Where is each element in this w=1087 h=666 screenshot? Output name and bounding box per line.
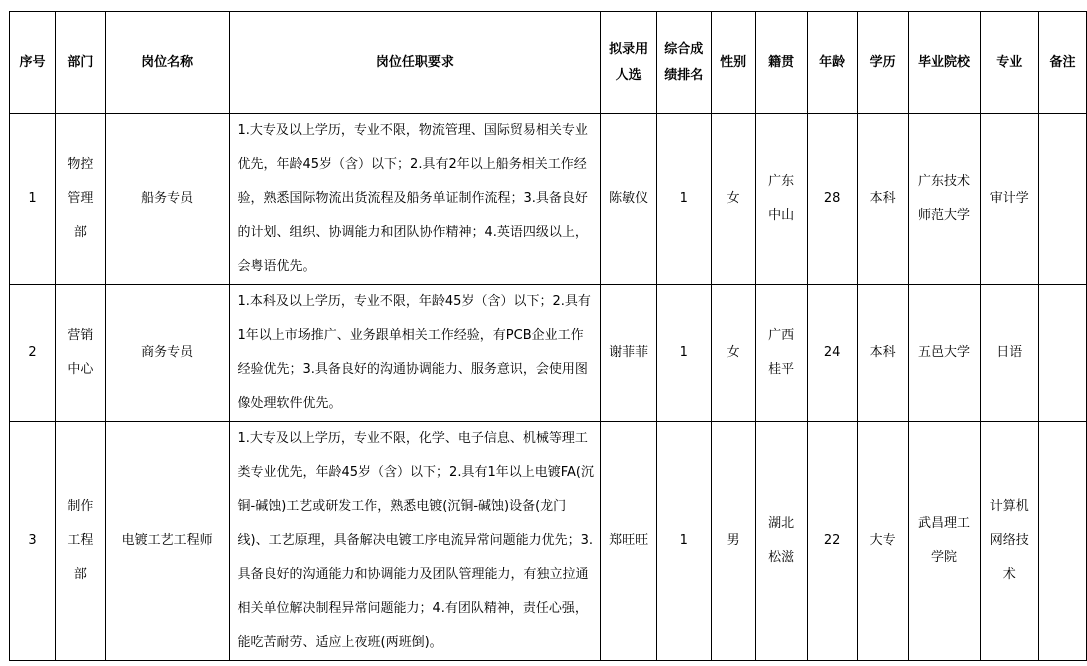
cell-major: 计算机网络技术 [980, 422, 1039, 661]
cell-origin: 广东中山 [755, 114, 807, 285]
cell-candidate: 谢菲菲 [601, 285, 657, 422]
cell-seq: 3 [10, 422, 56, 661]
cell-rank: 1 [657, 422, 712, 661]
cell-origin: 广西桂平 [755, 285, 807, 422]
cell-gender: 女 [711, 114, 755, 285]
cell-major: 审计学 [980, 114, 1039, 285]
header-rank: 综合成绩排名 [657, 12, 712, 114]
cell-dept: 物控管理部 [55, 114, 105, 285]
cell-gender: 女 [711, 285, 755, 422]
header-seq: 序号 [10, 12, 56, 114]
header-requirements: 岗位任职要求 [229, 12, 601, 114]
header-major: 专业 [980, 12, 1039, 114]
header-school: 毕业院校 [908, 12, 980, 114]
header-gender: 性别 [711, 12, 755, 114]
cell-origin: 湖北松滋 [755, 422, 807, 661]
recruitment-table-container [9, 11, 1087, 661]
cell-education: 大专 [857, 422, 908, 661]
header-dept: 部门 [55, 12, 105, 114]
header-position: 岗位名称 [105, 12, 229, 114]
table-row [10, 285, 1087, 422]
cell-candidate: 郑旺旺 [601, 422, 657, 661]
cell-position: 电镀工艺工程师 [105, 422, 229, 661]
recruitment-table [9, 11, 1087, 661]
cell-rank: 1 [657, 114, 712, 285]
cell-remark [1039, 114, 1087, 285]
cell-gender: 男 [711, 422, 755, 661]
cell-remark [1039, 285, 1087, 422]
cell-education: 本科 [857, 114, 908, 285]
header-origin: 籍贯 [755, 12, 807, 114]
cell-requirements: 1.本科及以上学历，专业不限，年龄45岁（含）以下；2.具有1年以上市场推广、业务跟单相关工作经验，有PCB企业工作经验优先；3.具备良好的沟通协调能力、服务意识，会使用图像处理软件优先。 [229, 285, 601, 422]
cell-dept: 营销中心 [55, 285, 105, 422]
header-education: 学历 [857, 12, 908, 114]
cell-requirements: 1.大专及以上学历，专业不限，物流管理、国际贸易相关专业优先，年龄45岁（含）以下；2.具有2年以上船务相关工作经验，熟悉国际物流出货流程及船务单证制作流程；3.具备良好的计划、组织、协调能力和团队协作精神；4.英语四级以上，会粤语优先。 [229, 114, 601, 285]
header-candidate: 拟录用人选 [601, 12, 657, 114]
cell-requirements: 1.大专及以上学历，专业不限，化学、电子信息、机械等理工类专业优先，年龄45岁（含）以下；2.具有1年以上电镀FA(沉铜-碱蚀)工艺或研发工作，熟悉电镀(沉铜-碱蚀)设备(龙门线)、工艺原理，具备解决电镀工序电流异常问题能力优先；3.具备良好的沟通能力和协调能力及团队管理能力，有独立拉通相关单位解决制程异常问题能力；4.有团队精神，责任心强，能吃苦耐劳、适应上夜班(两班倒)。 [229, 422, 601, 661]
cell-age: 22 [807, 422, 857, 661]
cell-age: 24 [807, 285, 857, 422]
cell-school: 广东技术师范大学 [908, 114, 980, 285]
header-remark: 备注 [1039, 12, 1087, 114]
header-row [10, 12, 1087, 114]
cell-seq: 2 [10, 285, 56, 422]
cell-seq: 1 [10, 114, 56, 285]
cell-school: 武昌理工学院 [908, 422, 980, 661]
cell-position: 船务专员 [105, 114, 229, 285]
table-row [10, 114, 1087, 285]
cell-candidate: 陈敏仪 [601, 114, 657, 285]
cell-remark [1039, 422, 1087, 661]
cell-major: 日语 [980, 285, 1039, 422]
cell-education: 本科 [857, 285, 908, 422]
table-row [10, 422, 1087, 661]
header-age: 年龄 [807, 12, 857, 114]
cell-position: 商务专员 [105, 285, 229, 422]
cell-age: 28 [807, 114, 857, 285]
cell-rank: 1 [657, 285, 712, 422]
cell-dept: 制作工程部 [55, 422, 105, 661]
cell-school: 五邑大学 [908, 285, 980, 422]
